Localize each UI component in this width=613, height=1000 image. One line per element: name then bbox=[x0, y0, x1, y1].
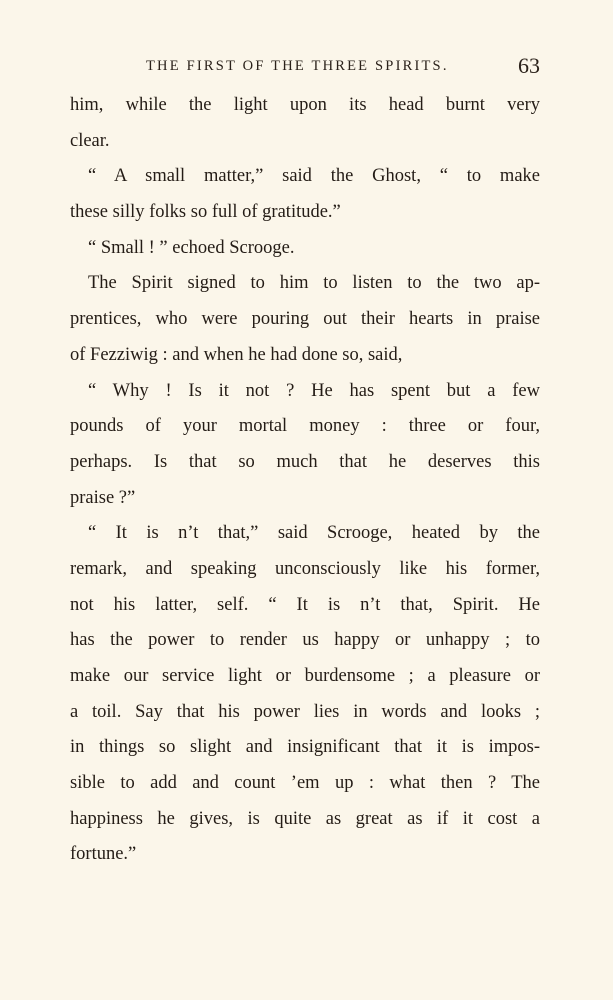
text-line: clear. bbox=[70, 130, 110, 151]
body-text bbox=[70, 88, 540, 873]
text-line: in things so slight and insignificant that it is impos- bbox=[70, 737, 540, 758]
text-line: The Spirit signed to him to listen to the two ap- bbox=[88, 273, 540, 294]
page-number: 63 bbox=[518, 53, 540, 78]
text-line: him, while the light upon its head burnt very bbox=[70, 95, 540, 115]
text-line: fortune.” bbox=[70, 844, 137, 865]
text-line: not his latter, self. “ It is n’t that, Spirit. He bbox=[70, 594, 540, 615]
running-title: THE FIRST OF THE THREE SPIRITS. bbox=[146, 58, 449, 74]
running-head bbox=[70, 53, 540, 80]
text-line: praise ?” bbox=[70, 487, 136, 508]
text-line: prentices, who were pouring out their hearts in praise bbox=[70, 309, 540, 330]
text-line: these silly folks so full of gratitude.” bbox=[70, 202, 341, 223]
text-line: of Fezziwig : and when he had done so, said, bbox=[70, 344, 403, 365]
text-line: “ It is n’t that,” said Scrooge, heated by the bbox=[88, 523, 540, 544]
text-line: perhaps. Is that so much that he deserves this bbox=[70, 451, 540, 472]
text-line: a toil. Say that his power lies in words and looks ; bbox=[70, 701, 540, 722]
text-line: happiness he gives, is quite as great as if it cost a bbox=[70, 808, 540, 829]
text-line: sible to add and count ’em up : what then ? The bbox=[70, 773, 540, 794]
text-line: remark, and speaking unconsciously like his former, bbox=[70, 558, 540, 579]
text-line: has the power to render us happy or unhappy ; to bbox=[70, 630, 540, 651]
text-line: pounds of your mortal money : three or four, bbox=[70, 416, 540, 437]
text-line: “ Why ! Is it not ? He has spent but a few bbox=[88, 380, 540, 401]
text-line: make our service light or burdensome ; a pleasure or bbox=[70, 666, 540, 686]
text-line: “ A small matter,” said the Ghost, “ to make bbox=[88, 166, 540, 187]
text-line: “ Small ! ” echoed Scrooge. bbox=[88, 237, 295, 258]
